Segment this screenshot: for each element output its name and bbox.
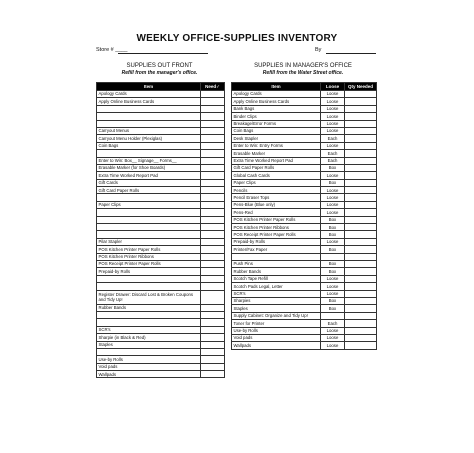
unit-cell: Box: [321, 260, 345, 267]
unit-cell: Loose: [321, 194, 345, 201]
item-cell: [97, 120, 201, 127]
qty-needed-cell[interactable]: [345, 164, 377, 171]
item-cell: [97, 105, 201, 112]
right-section-heading: [231, 63, 375, 77]
table-row: [232, 120, 377, 127]
qty-needed-cell[interactable]: [345, 209, 377, 216]
table-header-row: [232, 83, 377, 91]
need-checkbox-cell[interactable]: [201, 334, 225, 341]
table-row: [232, 127, 377, 134]
qty-needed-cell[interactable]: [345, 113, 377, 120]
table-row: [232, 283, 377, 290]
need-checkbox-cell[interactable]: [201, 113, 225, 120]
unit-cell: Box: [321, 164, 345, 171]
item-cell: Pens-Blue (Blue only): [232, 201, 321, 208]
item-cell: Paper Clips: [97, 201, 201, 208]
table-row: [232, 275, 377, 282]
table-row: [232, 105, 377, 112]
unit-cell: [321, 253, 345, 260]
item-cell: [97, 194, 201, 201]
item-cell: Prepaid-by Rolls: [232, 238, 321, 245]
table-row: [97, 334, 225, 341]
need-checkbox-cell[interactable]: [201, 224, 225, 231]
item-cell: Global Cash Cards: [232, 172, 321, 179]
qty-needed-cell[interactable]: [345, 105, 377, 112]
qty-needed-cell[interactable]: [345, 327, 377, 334]
table-row: [97, 238, 225, 245]
table-row: [232, 142, 377, 149]
need-checkbox-cell[interactable]: [201, 341, 225, 348]
qty-needed-cell[interactable]: [345, 157, 377, 164]
need-checkbox-cell[interactable]: [201, 187, 225, 194]
item-cell: Bank Bags: [232, 105, 321, 112]
table-row: [97, 201, 225, 208]
table-row: [97, 319, 225, 326]
left-section-heading: [96, 63, 223, 77]
table-row: [232, 320, 377, 327]
item-cell: Erasable Marker (for Shoe Boards): [97, 164, 201, 171]
need-checkbox-cell[interactable]: [201, 194, 225, 201]
table-row: [97, 253, 225, 260]
item-cell: Binder Clips: [232, 113, 321, 120]
item-cell: Enter to Win: Box__ Signage__ Forms__: [97, 157, 201, 164]
table-row: [97, 304, 225, 311]
table-row: [232, 209, 377, 216]
by-field[interactable]: [326, 53, 376, 54]
item-cell: Coin Bags: [97, 142, 201, 149]
unit-cell: [321, 312, 345, 319]
item-cell: Staples: [97, 341, 201, 348]
need-checkbox-cell[interactable]: [201, 164, 225, 171]
unit-cell: Box: [321, 305, 345, 312]
table-row: [232, 179, 377, 186]
table-row: [232, 194, 377, 201]
qty-needed-cell[interactable]: [345, 98, 377, 105]
need-checkbox-cell[interactable]: [201, 172, 225, 179]
page-title: WEEKLY OFFICE-SUPPLIES INVENTORY: [136, 33, 338, 44]
item-cell: Coin Bags: [232, 127, 321, 134]
table-row: [97, 216, 225, 223]
item-cell: Pilar Stapler: [97, 238, 201, 245]
item-cell: Toner for Printer: [232, 320, 321, 327]
need-checkbox-cell[interactable]: [201, 371, 225, 378]
table-row: [232, 224, 377, 231]
column-header-unit: Loose: [321, 83, 345, 91]
table-row: [232, 312, 377, 319]
column-header-need: Need✓: [201, 83, 225, 91]
need-checkbox-cell[interactable]: [201, 231, 225, 238]
item-cell: SCR's: [97, 326, 201, 333]
item-cell: POS Kitchen Printer Ribbons: [232, 224, 321, 231]
unit-cell: Each: [321, 150, 345, 157]
item-cell: [97, 311, 201, 318]
item-cell: Push Pins: [232, 260, 321, 267]
item-cell: Pencil Eraser Tops: [232, 194, 321, 201]
table-row: [232, 246, 377, 253]
table-row: [97, 187, 225, 194]
need-checkbox-cell[interactable]: [201, 157, 225, 164]
table-row: [97, 371, 225, 378]
table-row: [97, 105, 225, 112]
qty-needed-cell[interactable]: [345, 275, 377, 282]
qty-needed-cell[interactable]: [345, 297, 377, 304]
unit-cell: Box: [321, 216, 345, 223]
unit-cell: Box: [321, 224, 345, 231]
item-cell: Apply Online Business Cards: [232, 98, 321, 105]
item-cell: Carryout Menus: [97, 127, 201, 134]
unit-cell: Loose: [321, 327, 345, 334]
item-cell: Supply Cabinet: Organize and Tidy Up!: [232, 312, 321, 319]
item-cell: [232, 253, 321, 260]
need-checkbox-cell[interactable]: [201, 246, 225, 253]
qty-needed-cell[interactable]: [345, 187, 377, 194]
table-row: [97, 283, 225, 290]
unit-cell: Loose: [321, 201, 345, 208]
table-row: [97, 363, 225, 370]
need-checkbox-cell[interactable]: [201, 363, 225, 370]
column-header-item: Item: [232, 83, 321, 91]
item-cell: Rubber Bands: [232, 268, 321, 275]
unit-cell: Loose: [321, 342, 345, 349]
table-row: [232, 172, 377, 179]
table-row: [97, 224, 225, 231]
unit-cell: Each: [321, 320, 345, 327]
item-cell: Paper Clips: [232, 179, 321, 186]
item-cell: Rubber Bands: [97, 304, 201, 311]
item-cell: Register Drawer: Discard Lost & Broken Coupons and Tidy Up!: [97, 290, 201, 304]
qty-needed-cell[interactable]: [345, 91, 377, 98]
right-heading: SUPPLIES IN MANAGER'S OFFICE: [254, 63, 352, 69]
table-row: [232, 305, 377, 312]
item-cell: [97, 319, 201, 326]
table-row: [97, 113, 225, 120]
item-cell: [97, 216, 201, 223]
table-row: [232, 260, 377, 267]
item-cell: Pens-Red: [232, 209, 321, 216]
item-cell: Prepaid-by Rolls: [97, 268, 201, 275]
need-checkbox-cell[interactable]: [201, 135, 225, 142]
table-row: [97, 120, 225, 127]
need-checkbox-cell[interactable]: [201, 142, 225, 149]
need-checkbox-cell[interactable]: [201, 150, 225, 157]
item-cell: POS Receipt Printer Paper Rolls: [232, 231, 321, 238]
unit-cell: Each: [321, 157, 345, 164]
store-number-label: Store # ____: [96, 47, 128, 53]
table-row: [97, 341, 225, 348]
need-checkbox-cell[interactable]: [201, 120, 225, 127]
need-checkbox-cell[interactable]: [201, 283, 225, 290]
qty-needed-cell[interactable]: [345, 127, 377, 134]
need-checkbox-cell[interactable]: [201, 201, 225, 208]
item-cell: Apology Cards: [232, 91, 321, 98]
item-cell: Printer/Fax Paper: [232, 246, 321, 253]
item-cell: [97, 209, 201, 216]
need-checkbox-cell[interactable]: [201, 179, 225, 186]
qty-needed-cell[interactable]: [345, 216, 377, 223]
item-cell: [97, 275, 201, 282]
item-cell: Wallpads: [232, 342, 321, 349]
unit-cell: Loose: [321, 283, 345, 290]
item-cell: POS Kitchen Printer Paper Rolls: [232, 216, 321, 223]
table-row: [232, 231, 377, 238]
item-cell: Apply Online Business Cards: [97, 98, 201, 105]
item-cell: Scotch Pads Legal, Letter: [232, 283, 321, 290]
table-row: [232, 113, 377, 120]
unit-cell: Loose: [321, 113, 345, 120]
table-row: [97, 356, 225, 363]
table-row: [97, 172, 225, 179]
table-row: [97, 268, 225, 275]
item-cell: [97, 150, 201, 157]
office-supplies-table: [231, 82, 377, 350]
need-checkbox-cell[interactable]: [201, 238, 225, 245]
need-checkbox-cell[interactable]: [201, 127, 225, 134]
front-supplies-table: [96, 82, 225, 378]
table-row: [232, 334, 377, 341]
table-row: [232, 135, 377, 142]
item-cell: Carryout Menu Holder (Plexiglas): [97, 135, 201, 142]
item-cell: Enter to Win: Entry Forms: [232, 142, 321, 149]
table-row: [97, 311, 225, 318]
qty-needed-cell[interactable]: [345, 201, 377, 208]
right-subheading: Refill from the Water Street office.: [262, 70, 344, 76]
item-cell: Wallpads: [97, 371, 201, 378]
item-cell: [97, 231, 201, 238]
item-cell: Sharpie (in Black & Red): [97, 334, 201, 341]
unit-cell: Loose: [321, 275, 345, 282]
item-cell: Gift Card Paper Rolls: [97, 187, 201, 194]
table-row: [232, 91, 377, 98]
need-checkbox-cell[interactable]: [201, 319, 225, 326]
table-row: [97, 157, 225, 164]
by-label: By: [315, 47, 322, 53]
qty-needed-cell[interactable]: [345, 135, 377, 142]
left-subheading: Refill from the manager's office.: [121, 70, 198, 76]
item-cell: Void pads: [232, 334, 321, 341]
qty-needed-cell[interactable]: [345, 268, 377, 275]
item-cell: POS Kitchen Printer Paper Rolls: [97, 246, 201, 253]
qty-needed-cell[interactable]: [345, 179, 377, 186]
unit-cell: Each: [321, 135, 345, 142]
table-row: [97, 142, 225, 149]
unit-cell: Box: [321, 231, 345, 238]
item-cell: Scotch Tape Refill: [232, 275, 321, 282]
qty-needed-cell[interactable]: [345, 224, 377, 231]
qty-needed-cell[interactable]: [345, 320, 377, 327]
column-header-item: Item: [97, 83, 201, 91]
table-row: [97, 91, 225, 98]
table-row: [232, 150, 377, 157]
qty-needed-cell[interactable]: [345, 142, 377, 149]
table-row: [97, 127, 225, 134]
need-checkbox-cell[interactable]: [201, 290, 225, 304]
item-cell: Use-by Rolls: [97, 356, 201, 363]
unit-cell: Loose: [321, 105, 345, 112]
qty-needed-cell[interactable]: [345, 246, 377, 253]
table-row: [97, 260, 225, 267]
table-row: [97, 135, 225, 142]
unit-cell: Loose: [321, 172, 345, 179]
qty-needed-cell[interactable]: [345, 194, 377, 201]
qty-needed-cell[interactable]: [345, 312, 377, 319]
qty-needed-cell[interactable]: [345, 238, 377, 245]
unit-cell: Box: [321, 246, 345, 253]
unit-cell: Loose: [321, 238, 345, 245]
table-row: [97, 209, 225, 216]
qty-needed-cell[interactable]: [345, 342, 377, 349]
table-row: [232, 164, 377, 171]
item-cell: Extra Time Worked Report Pad: [232, 157, 321, 164]
table-row: [97, 194, 225, 201]
unit-cell: Box: [321, 179, 345, 186]
need-checkbox-cell[interactable]: [201, 209, 225, 216]
need-checkbox-cell[interactable]: [201, 98, 225, 105]
need-checkbox-cell[interactable]: [201, 268, 225, 275]
table-row: [232, 187, 377, 194]
store-number-field[interactable]: [118, 53, 208, 54]
qty-needed-cell[interactable]: [345, 260, 377, 267]
item-cell: SCR's: [232, 290, 321, 297]
table-row: [97, 98, 225, 105]
table-row: [232, 238, 377, 245]
left-heading: SUPPLIES OUT FRONT: [126, 63, 193, 69]
item-cell: POS Receipt Printer Paper Rolls: [97, 260, 201, 267]
qty-needed-cell[interactable]: [345, 172, 377, 179]
item-cell: Gift Card Paper Rolls: [232, 164, 321, 171]
need-checkbox-cell[interactable]: [201, 275, 225, 282]
qty-needed-cell[interactable]: [345, 231, 377, 238]
qty-needed-cell[interactable]: [345, 283, 377, 290]
need-checkbox-cell[interactable]: [201, 216, 225, 223]
qty-needed-cell[interactable]: [345, 150, 377, 157]
table-row: [232, 201, 377, 208]
table-row: [232, 253, 377, 260]
unit-cell: Loose: [321, 209, 345, 216]
table-row: [97, 231, 225, 238]
need-checkbox-cell[interactable]: [201, 253, 225, 260]
item-cell: Apology Cards: [97, 91, 201, 98]
item-cell: [97, 113, 201, 120]
table-header-row: [97, 83, 225, 91]
unit-cell: Loose: [321, 120, 345, 127]
item-cell: POS Kitchen Printer Ribbons: [97, 253, 201, 260]
item-cell: Staples: [232, 305, 321, 312]
table-row: [97, 348, 225, 355]
column-header-qty-needed: Qty Needed: [345, 83, 377, 91]
unit-cell: Box: [321, 268, 345, 275]
need-checkbox-cell[interactable]: [201, 304, 225, 311]
qty-needed-cell[interactable]: [345, 334, 377, 341]
table-row: [232, 290, 377, 297]
unit-cell: Loose: [321, 142, 345, 149]
item-cell: Desk Stapler: [232, 135, 321, 142]
unit-cell: Loose: [321, 91, 345, 98]
unit-cell: Loose: [321, 334, 345, 341]
item-cell: Erasable Marker: [232, 150, 321, 157]
item-cell: [97, 224, 201, 231]
item-cell: Breakage/Error Forms: [232, 120, 321, 127]
need-checkbox-cell[interactable]: [201, 348, 225, 355]
unit-cell: Loose: [321, 127, 345, 134]
table-row: [232, 268, 377, 275]
qty-needed-cell[interactable]: [345, 120, 377, 127]
unit-cell: Loose: [321, 98, 345, 105]
need-checkbox-cell[interactable]: [201, 326, 225, 333]
qty-needed-cell[interactable]: [345, 305, 377, 312]
table-row: [232, 327, 377, 334]
table-row: [97, 275, 225, 282]
item-cell: Void pads: [97, 363, 201, 370]
item-cell: Gift Cards: [97, 179, 201, 186]
item-cell: Pencils: [232, 187, 321, 194]
table-row: [97, 290, 225, 304]
unit-cell: Loose: [321, 290, 345, 297]
table-row: [97, 164, 225, 171]
table-row: [232, 98, 377, 105]
need-checkbox-cell[interactable]: [201, 311, 225, 318]
qty-needed-cell[interactable]: [345, 290, 377, 297]
item-cell: [97, 348, 201, 355]
unit-cell: Loose: [321, 187, 345, 194]
table-row: [97, 150, 225, 157]
item-cell: Sharpies: [232, 297, 321, 304]
table-row: [232, 342, 377, 349]
table-row: [232, 216, 377, 223]
need-checkbox-cell[interactable]: [201, 356, 225, 363]
table-row: [97, 326, 225, 333]
table-row: [97, 179, 225, 186]
item-cell: Use-by Rolls: [232, 327, 321, 334]
item-cell: Extra Time Worked Report Pad: [97, 172, 201, 179]
table-row: [232, 157, 377, 164]
need-checkbox-cell[interactable]: [201, 91, 225, 98]
need-checkbox-cell[interactable]: [201, 105, 225, 112]
item-cell: [97, 283, 201, 290]
unit-cell: Box: [321, 297, 345, 304]
table-row: [232, 297, 377, 304]
table-row: [97, 246, 225, 253]
qty-needed-cell[interactable]: [345, 253, 377, 260]
need-checkbox-cell[interactable]: [201, 260, 225, 267]
